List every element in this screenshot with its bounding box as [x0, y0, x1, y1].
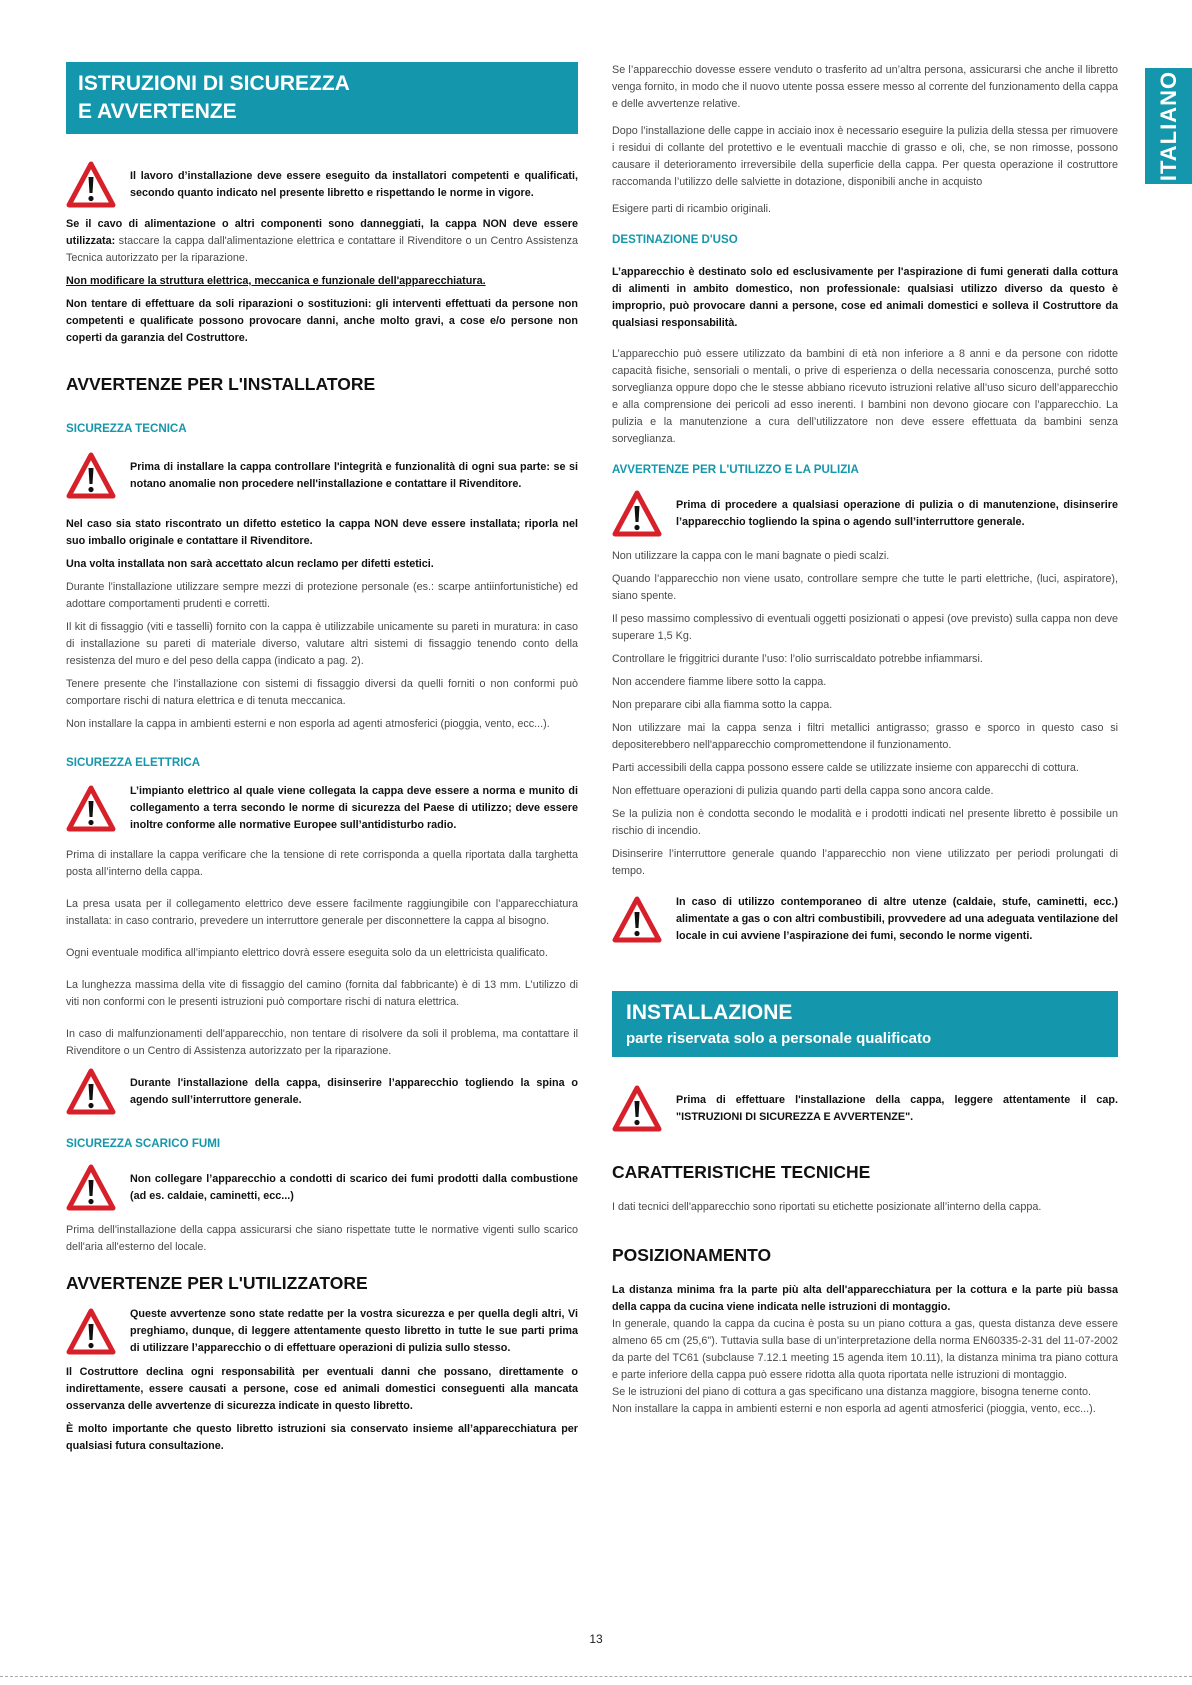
- paragraph: Il Costruttore declina ogni responsabilità per eventuali danni che possano, direttamente o indirettamente, essere causati a persone, cose ed animali domestici conseguenti alla mancata osservanza delle avvertenze di sicurezza indicate in questo libretto.: [66, 1366, 578, 1412]
- paragraph: Controllare le friggitrici durante l’uso: l’olio surriscaldato potrebbe infiammarsi.: [612, 653, 983, 665]
- paragraph: Non utilizzare la cappa con le mani bagnate o piedi scalzi.: [612, 550, 890, 562]
- paragraph: L’apparecchio può essere utilizzato da bambini di età non inferiore a 8 anni e da persone con ridotte capacità fisiche, sensoriali o mentali, o prive di esperienza o della necessaria conoscenza, purché sotto sorveglianza oppure dopo che le stesse abbiano ricevuto istruzioni relative all’uso sicuro dell’apparecchio e alla comprensione dei pericoli ad esso inerenti. I bambini non devono giocare con l’apparecchio. La pulizia e la manutenzione a cura dell’utilizzatore non deve essere effettuata da bambini senza sorveglianza.: [612, 348, 1118, 445]
- warning-icon: [66, 785, 116, 833]
- banner-subtitle: parte riservata solo a personale qualificato: [626, 1030, 932, 1047]
- warning-icon: [66, 1164, 116, 1212]
- warning-icon: [66, 452, 116, 500]
- paragraph: Non utilizzare mai la cappa senza i filtri metallici antigrasso; grasso e sporco in questo caso si depositerebbero nell'apparecchio compromettendone il funzionamento.: [612, 722, 1118, 751]
- warning-block: Prima di effettuare l'installazione della cappa, leggere attentamente il cap. "ISTRUZIONI DI SICUREZZA E AVVERTENZE".: [612, 1085, 1118, 1133]
- warning-icon: [66, 1068, 116, 1116]
- section-heading: AVVERTENZE PER L'UTILIZZATORE: [66, 1273, 368, 1293]
- installation-banner: [612, 991, 1118, 1057]
- paragraph: La distanza minima fra la parte più alta dell'apparecchiatura per la cottura e la parte più bassa della cappa da cucina viene indicata nelle istruzioni di montaggio.: [612, 1284, 1118, 1313]
- language-tab: ITALIANO: [1145, 68, 1192, 184]
- paragraph: Se la pulizia non è condotta secondo le modalità e i prodotti indicati nel presente libretto è possibile un rischio di incendio.: [612, 808, 1118, 837]
- paragraph: Non accendere fiamme libere sotto la cappa.: [612, 676, 827, 688]
- warning-block: Il lavoro d’installazione deve essere eseguito da installatori competenti e qualificati, secondo quanto indicato nel presente libretto e rispettando le norme in vigore.: [66, 161, 578, 209]
- bottom-divider: [0, 1676, 1192, 1677]
- paragraph: La lunghezza massima della vite di fissaggio del camino (fornita dal fabbricante) è di 13 mm. L’utilizzo di viti non conformi con le presenti istruzioni può comportare rischi di natura elettrica.: [66, 979, 578, 1008]
- paragraph: L’apparecchio è destinato solo ed esclusivamente per l'aspirazione di fumi generati dalla cottura di alimenti in ambito domestico, non professionale: qualsiasi utilizzo diverso da questo è improprio, può provocare danni a persone, cose ed animali domestici e solleva il Costruttore da qualsiasi responsabilità.: [612, 266, 1118, 329]
- warning-icon: [66, 161, 116, 209]
- paragraph: Parti accessibili della cappa possono essere calde se utilizzate insieme con apparecchi di cottura.: [612, 762, 1079, 774]
- paragraph: Tenere presente che l’installazione con sistemi di fissaggio diversi da quelli forniti o non conformi può comportare rischi di natura elettrica e di tenuta meccanica.: [66, 678, 578, 707]
- subsection-heading: SICUREZZA ELETTRICA: [66, 756, 201, 769]
- paragraph: Non installare la cappa in ambienti esterni e non esporla ad agenti atmosferici (pioggia, vento, ecc...).: [612, 1403, 1096, 1415]
- paragraph: In generale, quando la cappa da cucina è posta su un piano cottura a gas, questa distanza deve essere almeno 65 cm (25,6"). Tuttavia sulla base di un’interpretazione della norma EN60335-2-31 del 11-07-2002 da parte del TC61 (subclause 7.12.1 meeting 15 agenda item 10.11), la distanza minima tra piano cottura e parte inferiore della cappa può essere ridotta alla quota riportata nelle istruzioni di montaggio.: [612, 1318, 1118, 1381]
- page-number: 13: [589, 1632, 603, 1646]
- paragraph: Non modificare la struttura elettrica, meccanica e funzionale dell'apparecchiatura.: [66, 275, 486, 287]
- right-column: [612, 62, 1118, 1424]
- paragraph: Il peso massimo complessivo di eventuali oggetti posizionati o appesi (ove previsto) sulla cappa non deve superare 1,5 Kg.: [612, 613, 1118, 642]
- paragraph: Non tentare di effettuare da soli riparazioni o sostituzioni: gli interventi effettuati da persone non competenti e qualificate possono provocare danni, anche molto gravi, a cose e/o persone non coperti da garanzia del Costruttore.: [66, 298, 578, 344]
- paragraph: Se le istruzioni del piano di cottura a gas specificano una distanza maggiore, bisogna tenerne conto.: [612, 1386, 1091, 1398]
- warning-icon: [66, 1308, 116, 1356]
- paragraph: Ogni eventuale modifica all’impianto elettrico dovrà essere eseguita solo da un elettricista qualificato.: [66, 947, 548, 959]
- warning-block: Durante l'installazione della cappa, disinserire l’apparecchio togliendo la spina o agendo sull’interruttore generale.: [66, 1068, 578, 1116]
- paragraph: I dati tecnici dell'apparecchio sono riportati su etichette posizionate all’interno della cappa.: [612, 1201, 1042, 1213]
- paragraph: Esigere parti di ricambio originali.: [612, 203, 772, 215]
- warning-block: Queste avvertenze sono state redatte per la vostra sicurezza e per quella degli altri, Vi preghiamo, dunque, di leggere attentamente questo libretto in tutte le sue parti prima di utilizzare l’apparecchio o di effettuare operazioni di pulizia sullo stesso.: [66, 1306, 578, 1357]
- banner-title-line1: ISTRUZIONI DI SICUREZZA: [78, 72, 350, 95]
- subsection-heading: AVVERTENZE PER L'UTILIZZO E LA PULIZIA: [612, 463, 859, 476]
- paragraph: Non installare la cappa in ambienti esterni e non esporla ad agenti atmosferici (pioggia, vento, ecc...).: [66, 718, 550, 730]
- paragraph: Non preparare cibi alla fiamma sotto la cappa.: [612, 699, 833, 711]
- section-heading: CARATTERISTICHE TECNICHE: [612, 1162, 871, 1182]
- paragraph: In caso di malfunzionamenti dell'apparecchio, non tentare di risolvere da soli il problema, ma contattare il Rivenditore o un Centro di Assistenza autorizzato per la riparazione.: [66, 1028, 578, 1057]
- paragraph: Nel caso sia stato riscontrato un difetto estetico la cappa NON deve essere installata; riporla nel suo imballo originale e contattare il Rivenditore.: [66, 518, 578, 547]
- section-heading: POSIZIONAMENTO: [612, 1245, 772, 1265]
- warning-block: Non collegare l’apparecchio a condotti di scarico dei fumi prodotti dalla combustione (ad es. caldaie, caminetti, ecc...): [66, 1164, 578, 1212]
- banner-title: INSTALLAZIONE: [626, 1001, 793, 1024]
- paragraph: Prima dell'installazione della cappa assicurarsi che siano rispettate tutte le normative vigenti sullo scarico dell'aria all'esterno del locale.: [66, 1224, 578, 1253]
- warning-icon: [612, 490, 662, 538]
- subsection-heading: SICUREZZA TECNICA: [66, 422, 187, 435]
- subsection-heading: SICUREZZA SCARICO FUMI: [66, 1137, 221, 1150]
- banner-title-line2: E AVVERTENZE: [78, 100, 237, 123]
- paragraph: Se l’apparecchio dovesse essere venduto o trasferito ad un’altra persona, assicurarsi che anche il libretto venga fornito, in modo che il nuovo utente possa essere messo al corrente del funzionamento della cappa e delle avvertenze relative.: [612, 64, 1118, 110]
- paragraph: Disinserire l’interruttore generale quando l’apparecchio non viene utilizzato per periodi prolungati di tempo.: [612, 848, 1118, 877]
- paragraph: La presa usata per il collegamento elettrico deve essere facilmente raggiungibile con l’apparecchiatura installata: in caso contrario, prevedere un interruttore generale per disconnettere la cappa al bisogno.: [66, 898, 578, 927]
- paragraph: Dopo l’installazione delle cappe in acciaio inox è necessario eseguire la pulizia della stessa per rimuovere i residui di collante del protettivo e le eventuali macchie di grasso e oli, che, se non rimosse, possono causare il deterioramento irreversibile della superficie della cappa. Per questa operazione il costruttore raccomanda l’utilizzo delle salviette in dotazione, disponibili anche in acquisto: [612, 125, 1118, 188]
- warning-block: In caso di utilizzo contemporaneo di altre utenze (caldaie, stufe, caminetti, ecc.) alimentate a gas o con altri combustibili, provvedere ad una adeguata ventilazione del locale in cui avviene l’aspirazione dei fumi, secondo le norme vigenti.: [612, 894, 1118, 945]
- warning-icon: [612, 896, 662, 944]
- section-heading: AVVERTENZE PER L'INSTALLATORE: [66, 374, 376, 394]
- paragraph: Una volta installata non sarà accettato alcun reclamo per difetti estetici.: [66, 558, 434, 570]
- paragraph: Il kit di fissaggio (viti e tasselli) fornito con la cappa è utilizzabile unicamente su pareti in muratura: in caso di installazione su pareti di materiale diverso, valutare altri sistemi di fissaggio tenendo conto della resistenza del muro e del peso della cappa (indicato a pag. 2).: [66, 621, 578, 667]
- paragraph: Quando l’apparecchio non viene usato, controllare sempre che tutte le parti elettriche, (luci, aspiratore), siano spente.: [612, 573, 1118, 602]
- safety-banner: [66, 62, 578, 134]
- warning-block: L’impianto elettrico al quale viene collegata la cappa deve essere a norma e munito di collegamento a terra secondo le norme di sicurezza del Paese di utilizzo; deve essere inoltre conforme alle normative Europee sull’antidisturbo radio.: [66, 783, 578, 834]
- paragraph: Prima di installare la cappa verificare che la tensione di rete corrisponda a quella riportata dalla targhetta posta all’interno della cappa.: [66, 849, 578, 878]
- warning-block: Prima di installare la cappa controllare l'integrità e funzionalità di ogni sua parte: se si notano anomalie non procedere nell'installazione e contattare il Rivenditore.: [66, 452, 578, 500]
- warning-block: Prima di procedere a qualsiasi operazione di pulizia o di manutenzione, disinserire l’apparecchio togliendo la spina o agendo sull’interruttore generale.: [612, 490, 1118, 538]
- paragraph: È molto importante che questo libretto istruzioni sia conservato insieme all’apparecchiatura per qualsiasi futura consultazione.: [66, 1423, 578, 1452]
- warning-icon: [612, 1085, 662, 1133]
- paragraph: Durante l'installazione utilizzare sempre mezzi di protezione personale (es.: scarpe antiinfortunistiche) ed adottare comportamenti prudenti e corretti.: [66, 581, 578, 610]
- subsection-heading: DESTINAZIONE D'USO: [612, 233, 738, 246]
- left-column: [66, 62, 578, 1461]
- paragraph: Non effettuare operazioni di pulizia quando parti della cappa sono ancora calde.: [612, 785, 994, 797]
- paragraph: Se il cavo di alimentazione o altri componenti sono danneggiati, la cappa NON deve essere utilizzata: staccare la cappa dall'alimentazione elettrica e contattare il Rivenditore o un Centro Assistenza Tecnica autorizzato per la riparazione.: [66, 218, 578, 264]
